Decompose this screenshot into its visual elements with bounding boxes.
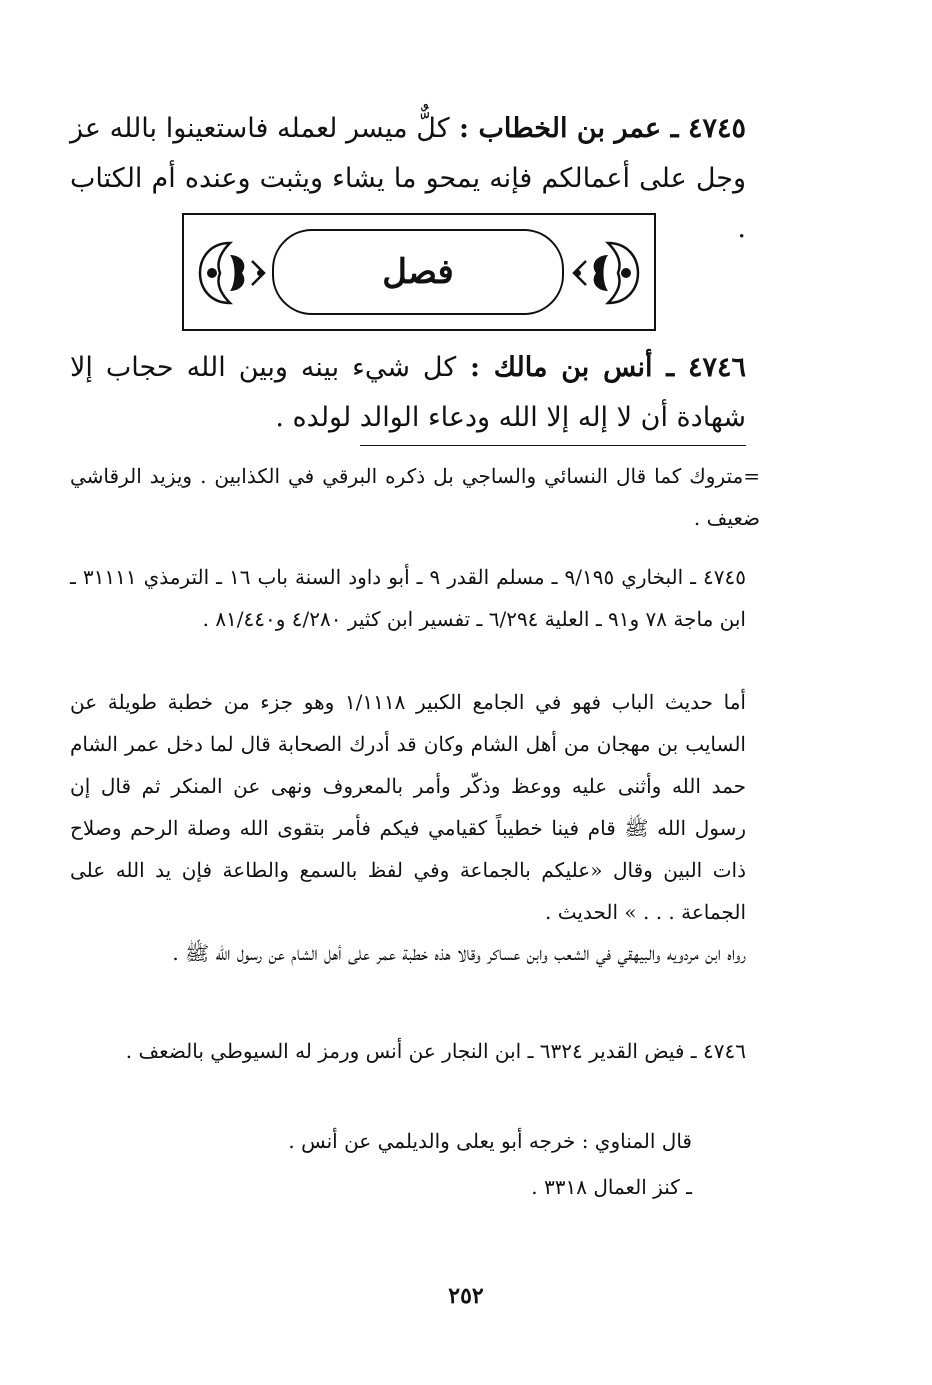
footnote-continuation: =متروك كما قال النسائي والساجي بل ذكره البرقي في الكذابين . ويزيد الرقاشي ضعيف . bbox=[70, 464, 760, 530]
section-heading-cartouche bbox=[272, 229, 564, 315]
footnote-paragraph: أما حديث الباب فهو في الجامع الكبير ١/١١١٨ وهو جزء من خطبة طويلة عن السايب بن مهجان من أهل الشام وكان قد أدرك الصحابة قال لما دخل عمر الشام حمد الله وأثنى عليه ووعظ وذكّر وأمر بالمعروف ونهى عن المنكر ثم قال إن رسول الله ﷺ قام فينا خطيباً كقيامي فيكم فأمر بتقوى الله وصلة الرحم وصلاح ذات البين وقال «عليكم بالجماعة وفي لفظ بالسمع والطاعة فإن يد الله على الجماعة . . . » الحديث . bbox=[70, 690, 746, 924]
section-heading-frame bbox=[182, 213, 656, 331]
footnote-divider bbox=[360, 445, 746, 446]
footnote-line: قال المناوي : خرجه أبو يعلى والديلمي عن أنس . bbox=[288, 1129, 692, 1153]
arabesque-ornament-icon bbox=[568, 233, 648, 313]
hadith-narrator: عمر بن الخطاب : bbox=[459, 113, 662, 144]
footnote-4745: ٤٧٤٥ ـ البخاري ٩/١٩٥ ـ مسلم القدر ٩ ـ أبو داود السنة باب ١٦ ـ الترمذي ٣١١١١ ـ ابن ماجة ٧٨ و٩١ ـ العلية ٦/٢٩٤ ـ تفسير ابن كثير ٤/٢٨٠ و٨١/٤٤٠ . bbox=[70, 565, 746, 631]
page-number: ٢٥٢ bbox=[448, 1283, 484, 1309]
section-title: فصل bbox=[382, 252, 454, 292]
hadith-narrator: أنس بن مالك : bbox=[470, 352, 653, 383]
hadith-text: كل شيء بينه وبين الله حجاب إلا شهادة أن لا إله إلا الله ودعاء الوالد لولده . bbox=[70, 352, 746, 433]
footnote-line: ـ كنز العمال ٣٣١٨ . bbox=[531, 1175, 692, 1199]
hadith-dash: ـ bbox=[661, 113, 679, 144]
footnote-paragraph: رواه ابن مردويه والبيهقي في الشعب وابن عساكر وقالا هذه خطبة عمر على أهل الشام عن رسول الله ﷺ . bbox=[172, 941, 746, 965]
footnote-4746: ٤٧٤٦ ـ فيض القدير ٦٣٢٤ ـ ابن النجار عن أنس ورمز له السيوطي بالضعف . bbox=[125, 1039, 746, 1063]
hadith-text: كلٌّ ميسر لعمله فاستعينوا بالله عز وجل على أعمالكم فإنه يمحو ما يشاء ويثبت وعنده أم الكتاب . bbox=[70, 113, 746, 244]
arabesque-ornament-icon bbox=[190, 233, 270, 313]
hadith-4746 bbox=[70, 343, 746, 443]
hadith-dash: ـ bbox=[652, 352, 675, 383]
hadith-number: ٤٧٤٦ bbox=[688, 352, 747, 383]
hadith-number: ٤٧٤٥ bbox=[687, 113, 746, 144]
